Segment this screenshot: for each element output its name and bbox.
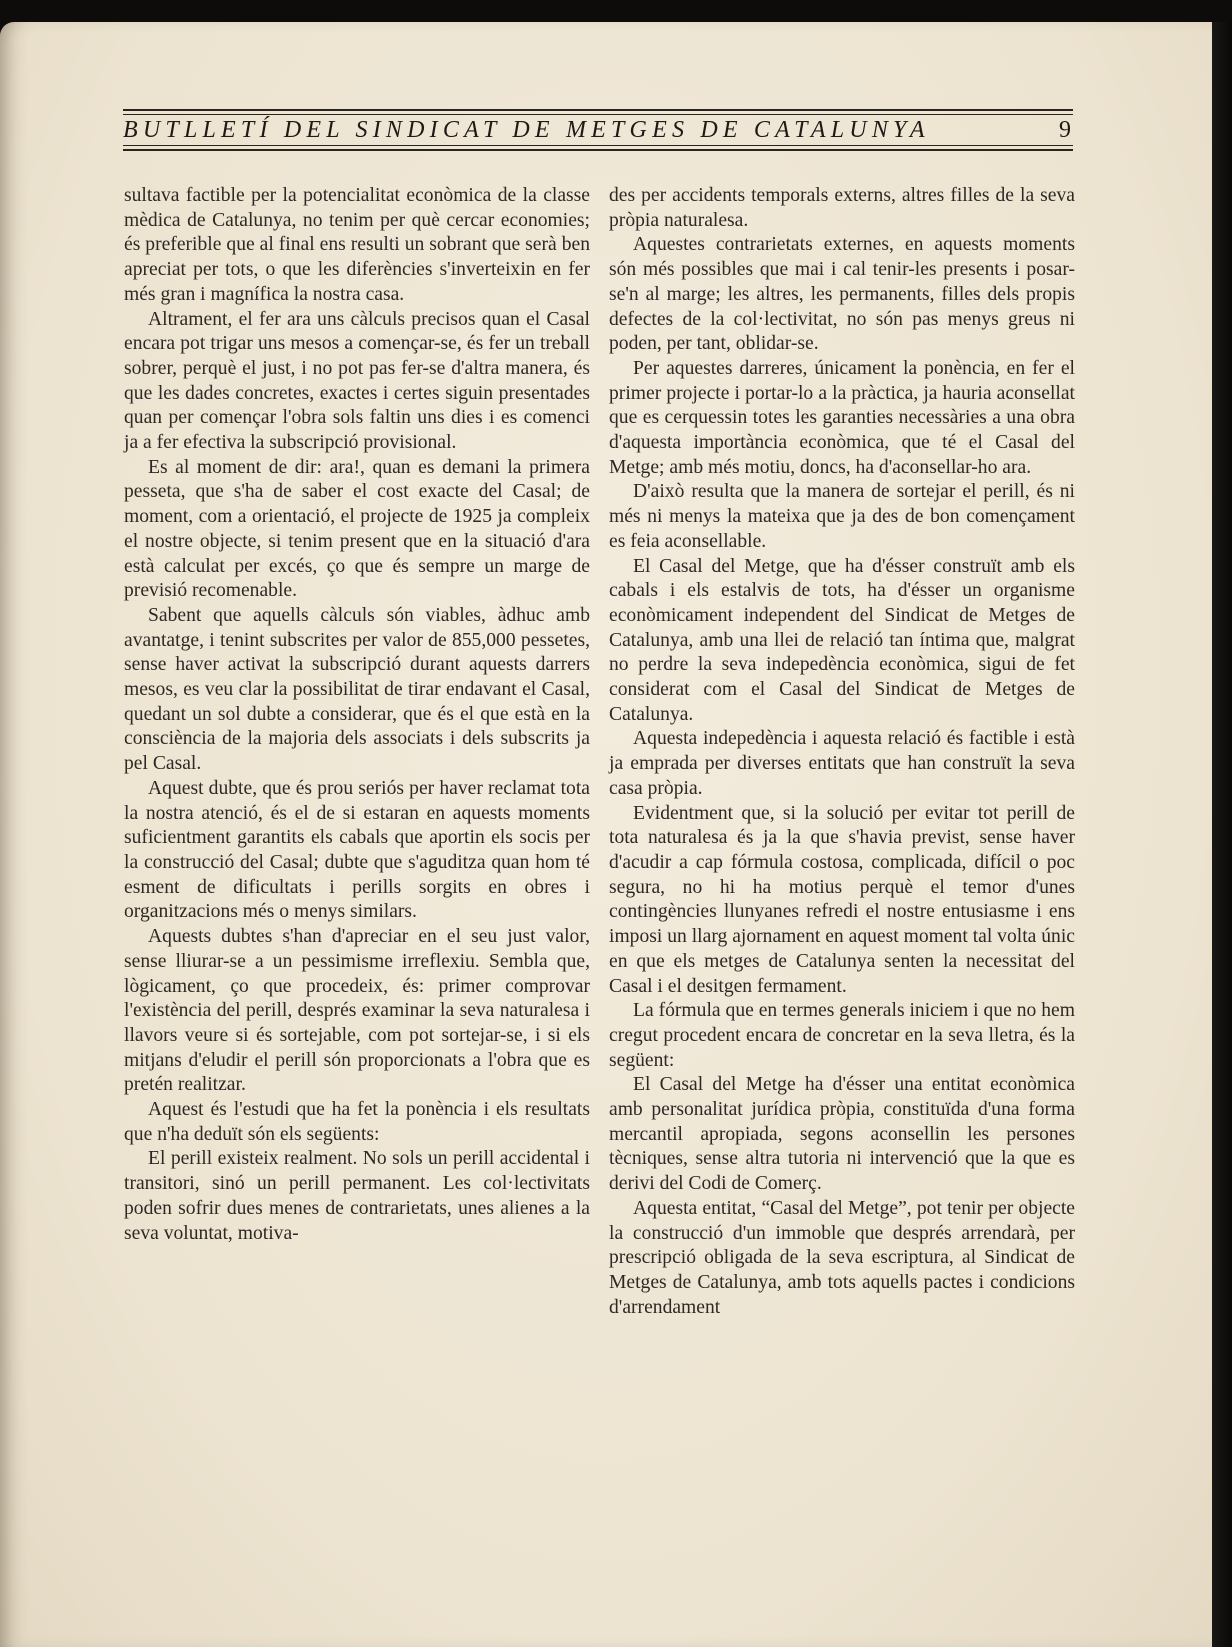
right-column (609, 184, 1075, 1320)
paragraph: Evidentment que, si la solució per evitar tot perill de tota naturalesa és ja la que s'havia previst, sense haver d'acudir a cap fórmula costosa, complicada, difícil o poc segura, no hi ha motius perquè el temor d'unes contingències llunyanes refredi el nostre entusiasme i ens imposi un llarg ajornament en aquest moment tal volta únic en que els metges de Catalunya senten la necessitat del Casal i el desitgen fermament. (609, 802, 1075, 997)
journal-title: BUTLLETÍ DEL SINDICAT DE METGES DE CATALUNYA (123, 117, 930, 143)
paragraph: sultava factible per la potencialitat econòmica de la classe mèdica de Catalunya, no tenim per què cercar economies; és preferible que al final ens resulti un sobrant que serà ben apreciat per tots, o que les diferències s'inverteixin en fer més gran i magnífica la nostra casa. (124, 185, 590, 305)
paragraph: Aquesta indepedència i aquesta relació és factible i està ja emprada per diverses entitats que han construït la seva casa pròpia. (609, 728, 1075, 799)
header-rule-bottom-thin (123, 145, 1073, 146)
paragraph: Per aquestes darreres, únicament la ponència, en fer el primer projecte i portar-lo a la pràctica, ja hauria aconsellat que es cerquessin totes les garanties necessàries a una obra d'aquesta importància econòmica, que té el Casal del Metge; amb més motiu, doncs, ha d'aconsellar-ho ara. (609, 357, 1075, 478)
paragraph: Aquests dubtes s'han d'apreciar en el seu just valor, sense lliurar-se a un pessimisme irreflexiu. Sembla que, lògicament, ço que procedeix, és: primer comprovar l'existència del perill, després examinar la seva naturalesa i llavors veure si és sortejable, com pot sortejar-se, i si els mitjans d'eludir el perill són proporcionats a l'obra que es pretén realitzar. (124, 926, 590, 1096)
paragraph: des per accidents temporals externs, altres filles de la seva pròpia naturalesa. (609, 185, 1075, 231)
paragraph: El Casal del Metge ha d'ésser una entitat econòmica amb personalitat jurídica pròpia, constituïda d'una forma mercantil apropiada, segons aconsellin les persones tècniques, sense altra tutoria ni intervenció que la que es derivi del Codi de Comerç. (609, 1074, 1075, 1195)
paragraph: Aquest és l'estudi que ha fet la ponència i els resultats que n'ha deduït són els següents: (124, 1099, 590, 1145)
running-header (123, 88, 1073, 158)
paragraph: El Casal del Metge, que ha d'ésser construït amb els cabals i els estalvis de tots, ha d'ésser un organisme econòmicament independent del Sindicat de Metges de Catalunya, amb una llei de relació tan íntima que, malgrat no perdre la seva indepedència econòmica, sigui de fet considerat com el Casal del Sindicat de Metges de Catalunya. (609, 555, 1075, 725)
page-edge-shadow (1212, 22, 1232, 1647)
paragraph: Aquest dubte, que és prou seriós per haver reclamat tota la nostra atenció, és el de si estaran en aquests moments suficientment garantits els cabals que aportin els socis per la construcció del Casal; dubte que s'aguditza quan hom té esment de dificultats i perills sorgits en obres i organitzacions més o menys similars. (124, 777, 590, 923)
page-number: 9 (1059, 117, 1071, 143)
paragraph: Sabent que aquells càlculs són viables, àdhuc amb avantatge, i tenint subscrites per valor de 855,000 pessetes, sense haver activat la subscripció durant aquests darrers mesos, es veu clar la possibilitat de tirar endavant el Casal, quedant un sol dubte a considerar, que és el que està en la consciència de la majoria dels associats i dels subscrits ja pel Casal. (124, 604, 590, 775)
paragraph: Aquesta entitat, “Casal del Metge”, pot tenir per objecte la construcció d'un immoble que després arrendarà, per prescripció obligada de la seva escriptura, al Sindicat de Metges de Catalunya, amb tots aquells pactes i condicions d'arrendament (609, 1197, 1075, 1318)
paragraph: Altrament, el fer ara uns càlculs precisos quan el Casal encara pot trigar uns mesos a començar-se, és fer un treball sobrer, perquè el just, i no pot pas fer-se d'altra manera, és que les dades concretes, exactes i certes siguin presentades quan per començar l'obra sols faltin uns dies i es comenci ja a fer efectiva la subscripció provisional. (124, 308, 590, 454)
left-column (124, 184, 590, 1246)
paragraph: El perill existeix realment. No sols un perill accidental i transitori, sinó un perill permanent. Les col·lectivitats poden sofrir dues menes de contrarietats, unes alienes a la seva voluntat, motiva- (124, 1148, 590, 1244)
paragraph: Aquestes contrarietats externes, en aquests moments són més possibles que mai i cal tenir-les presents i posar-se'n al marge; les altres, les permanents, filles dels propis defectes de la col·lectivitat, no són pas menys greus ni poden, per tant, oblidar-se. (609, 234, 1075, 355)
header-rule-top (123, 109, 1073, 111)
header-rule-bottom (123, 149, 1073, 151)
paragraph: Es al moment de dir: ara!, quan es demani la primera pesseta, que s'ha de saber el cost exacte del Casal; de moment, com a orientació, el projecte de 1925 ja compleix el nostre objecte, si tenim present que en la situació d'ara està calculat per excés, ço que és sempre un marge de previsió recomenable. (124, 456, 590, 602)
paragraph: La fórmula que en termes generals iniciem i que no hem cregut procedent encara de concretar en la seva lletra, és la següent: (609, 1000, 1075, 1071)
paragraph: D'això resulta que la manera de sortejar el perill, és ni més ni menys la mateixa que ja des de bon començament es feia aconsellable. (609, 481, 1075, 552)
